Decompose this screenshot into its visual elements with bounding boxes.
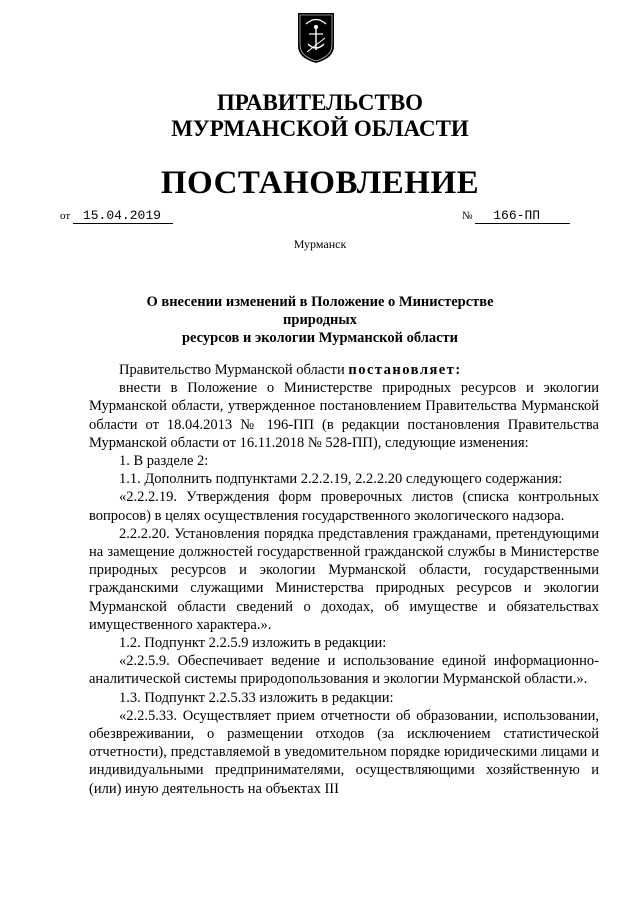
date-field	[60, 208, 173, 224]
subject-line-1: О внесении изменений в Положение о Министерстве природных	[146, 294, 494, 328]
intro-paragraph: Правительство Мурманской области постановляет:	[119, 362, 462, 378]
paragraph-1-1: 1.1. Дополнить подпунктами 2.2.2.19, 2.2.2.20 следующего содержания:	[119, 471, 563, 488]
document-body	[89, 361, 599, 798]
document-subject	[110, 293, 530, 347]
city: Мурманск	[293, 237, 347, 251]
paragraph-section-2: 1. В разделе 2:	[119, 453, 209, 470]
date-prefix: от	[60, 210, 71, 222]
number-prefix: №	[462, 210, 473, 222]
paragraph-1-2: 1.2. Подпункт 2.2.5.9 изложить в редакции:	[119, 635, 387, 652]
paragraph-2-2-5-9: «2.2.5.9. Обеспечивает ведение и использование единой информационно-аналитической системы природопользования и экологии Мурманской области.».	[89, 653, 599, 688]
document-type: ПОСТАНОВЛЕНИЕ	[160, 165, 480, 201]
date-value: 15.04.2019	[82, 208, 161, 223]
paragraph-2-2-5-33: «2.2.5.33. Осуществляет прием отчетности об образовании, использовании, обезвреживании, о размещении отходов (за исключением статистической отчетности), представляемой в уведомительном порядке юридическими лицами и индивидуальными предпринимателями, осуществляющими хозяйственную и (или) иную деятельность на объектах III	[89, 707, 599, 797]
number-value: 166-ПП	[493, 208, 541, 223]
paragraph-2-2-2-20: 2.2.2.20. Установления порядка представления гражданами, претендующими на замещение должностей государственной гражданской службы в Министерстве природных ресурсов и экологии Мурманской области, государственными гражданскими служащими Министерства природных ресурсов и экологии Мурманской области сведений о доходах, об имуществе и обязательствах имущественного характера.».	[89, 525, 599, 633]
number-field	[462, 208, 570, 224]
paragraph-amendments: внести в Положение о Министерстве природных ресурсов и экологии Мурманской области, утвержденное постановлением Правительства Мурманской области от 18.04.2013 № 196-ПП (в редакции постановления Правительства Мурманской области от 16.11.2018 № 528-ПП), следующие изменения:	[89, 380, 599, 451]
paragraph-2-2-2-19: «2.2.2.19. Утверждения форм проверочных листов (списка контрольных вопросов) в целях осуществления государственного экологического надзора.	[89, 489, 599, 524]
paragraph-1-3: 1.3. Подпункт 2.2.5.33 изложить в редакции:	[119, 689, 394, 706]
resolves-keyword: постановляет:	[348, 362, 462, 378]
org-line-1: ПРАВИТЕЛЬСТВО	[216, 90, 424, 115]
coat-of-arms-icon	[297, 12, 335, 64]
org-line-2: МУРМАНСКОЙ ОБЛАСТИ	[171, 116, 469, 141]
subject-line-2: ресурсов и экологии Мурманской области	[181, 330, 459, 346]
organization-name	[0, 90, 640, 142]
